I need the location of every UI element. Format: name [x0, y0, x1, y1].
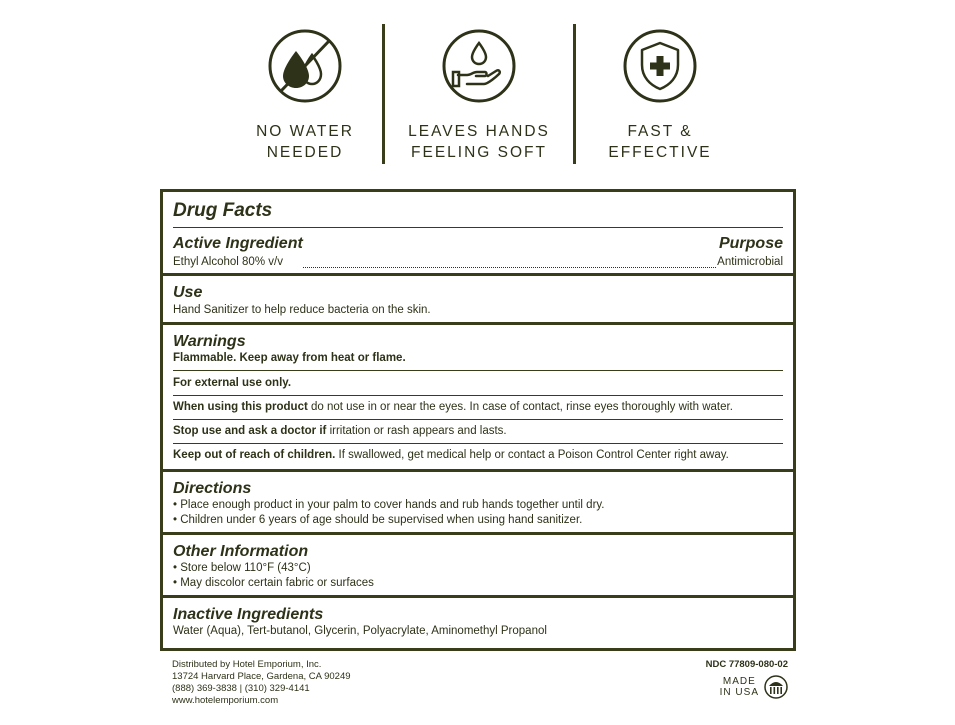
purpose-heading: Purpose — [718, 235, 783, 252]
capitol-dome-icon — [764, 675, 788, 699]
directions-heading: Directions — [173, 480, 252, 497]
distributor-website: www.hotelemporium.com — [172, 695, 279, 706]
use-heading: Use — [173, 284, 203, 301]
distributor-phone: (888) 369-3838 | (310) 329-4141 — [172, 683, 310, 694]
badge-label-line2: FEELING SOFT — [411, 144, 547, 161]
warning-when-using-label: When using this product — [173, 401, 308, 413]
warning-keep-away — [173, 449, 729, 461]
divider — [163, 469, 793, 472]
divider — [173, 370, 783, 371]
inactive-ingredients-heading: Inactive Ingredients — [173, 606, 324, 623]
badge-soft-hands — [404, 22, 554, 163]
warning-keep-away-label: Keep out of reach of children. — [173, 449, 336, 461]
badge-label-line1: LEAVES HANDS — [408, 123, 550, 140]
inactive-ingredients-text: Water (Aqua), Tert-butanol, Glycerin, Polyacrylate, Aminomethyl Propanol — [173, 625, 547, 637]
other-info-item: • May discolor certain fabric or surfaces — [173, 577, 374, 589]
drug-facts-panel — [160, 189, 796, 651]
divider — [382, 24, 385, 164]
distributor-address: 13724 Harvard Place, Gardena, CA 90249 — [172, 671, 351, 682]
divider — [573, 24, 576, 164]
directions-item: • Children under 6 years of age should be supervised when using hand sanitizer. — [173, 514, 583, 526]
shield-cross-icon — [621, 27, 699, 105]
drug-facts-title: Drug Facts — [173, 200, 273, 221]
distributor-name: Distributed by Hotel Emporium, Inc. — [172, 659, 322, 670]
other-info-item: • Store below 110°F (43°C) — [173, 562, 311, 574]
warnings-heading: Warnings — [173, 333, 246, 350]
warning-when-using-text: do not use in or near the eyes. In case of contact, rinse eyes thoroughly with water. — [307, 401, 733, 413]
divider — [163, 273, 793, 276]
hand-drop-icon — [440, 27, 518, 105]
feature-badges — [230, 22, 730, 167]
divider — [173, 419, 783, 420]
ndc-number: NDC 77809-080-02 — [705, 659, 788, 670]
divider — [173, 227, 783, 228]
active-ingredient-value: Ethyl Alcohol 80% v/v — [173, 256, 283, 268]
other-info-heading: Other Information — [173, 543, 309, 560]
badge-label-line1: NO WATER — [256, 123, 354, 140]
badge-label-line2: EFFECTIVE — [608, 144, 712, 161]
warning-external: For external use only. — [173, 377, 292, 389]
badge-fast-effective — [585, 22, 735, 163]
no-water-drop-icon — [266, 27, 344, 105]
active-ingredient-heading: Active Ingredient — [173, 235, 303, 252]
purpose-value: Antimicrobial — [717, 256, 783, 268]
badge-label-line1: FAST & — [627, 123, 693, 140]
divider — [163, 322, 793, 325]
warning-flammable: Flammable. Keep away from heat or flame. — [173, 352, 406, 364]
divider — [163, 595, 793, 598]
warning-keep-away-text: If swallowed, get medical help or contact a Poison Control Center right away. — [335, 449, 729, 461]
badge-label-line2: NEEDED — [266, 144, 344, 161]
made-in-usa-line2: IN USA — [719, 687, 759, 698]
made-in-usa — [720, 675, 788, 699]
divider — [163, 532, 793, 535]
directions-item: • Place enough product in your palm to cover hands and rub hands together until dry. — [173, 499, 605, 511]
divider — [173, 395, 783, 396]
warning-when-using — [173, 401, 733, 413]
warning-stop-use-text: irritation or rash appears and lasts. — [326, 425, 507, 437]
dot-leader — [303, 258, 716, 268]
use-text: Hand Sanitizer to help reduce bacteria on the skin. — [173, 304, 431, 316]
warning-stop-use — [173, 425, 507, 437]
badge-no-water — [230, 22, 380, 163]
divider — [173, 443, 783, 444]
made-in-usa-line1: MADE — [722, 676, 756, 687]
warning-stop-use-label: Stop use and ask a doctor if — [173, 425, 327, 437]
distributor-info — [172, 659, 351, 707]
